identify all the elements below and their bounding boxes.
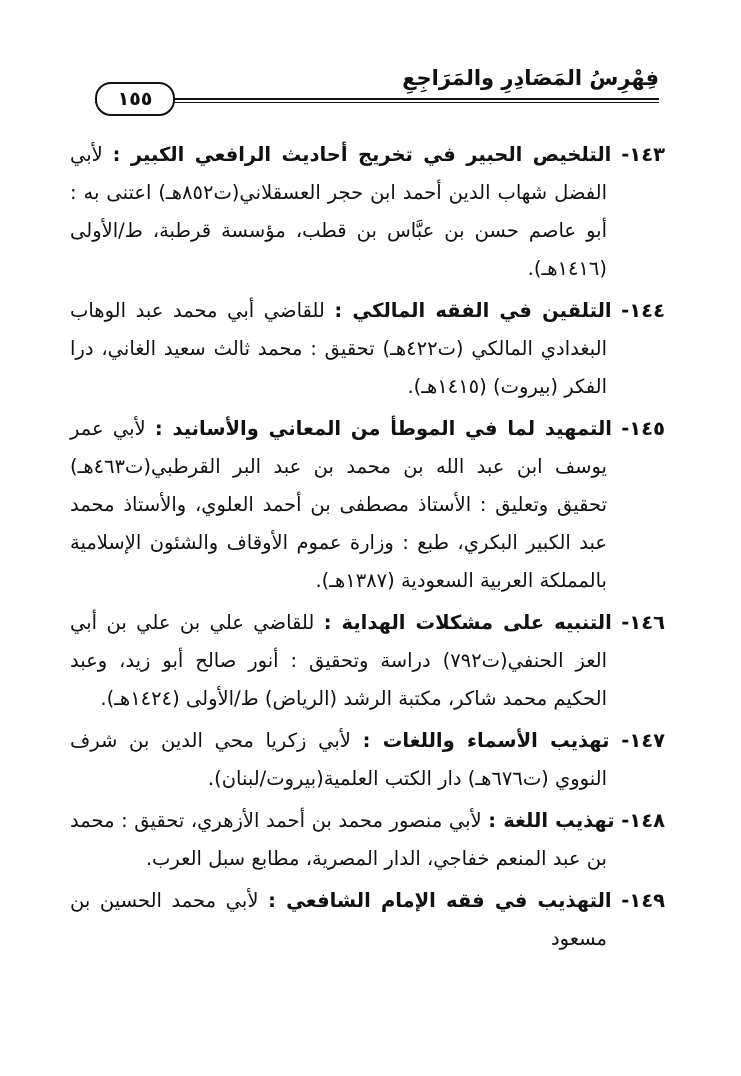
running-header-title: فِهْرِسُ المَصَادِرِ والمَرَاجِعِ xyxy=(402,66,659,90)
entry-title: تهذيب اللغة : xyxy=(488,809,615,832)
bibliography-list xyxy=(70,136,665,962)
bibliography-entry xyxy=(70,802,665,878)
entry-number: ١٤٣- xyxy=(621,143,666,166)
bibliography-entry xyxy=(70,604,665,718)
entry-title: تهذيب الأسماء واللغات : xyxy=(362,729,610,752)
bibliography-entry xyxy=(70,882,665,958)
entry-title: التلخيص الحبير في تخريج أحاديث الرافعي الكبير : xyxy=(112,143,612,166)
entry-body: لأبي الفضل شهاب الدين أحمد ابن حجر العسقلاني(ت٨٥٢هـ) اعتنى به : أبو عاصم حسن بن عبَّاس بن قطب، مؤسسة قرطبة، ط/الأولى (١٤١٦هـ). xyxy=(70,143,607,280)
entry-title: التمهيد لما في الموطأ من المعاني والأسانيد : xyxy=(154,417,612,440)
entry-body: للقاضي علي بن علي بن أبي العز الحنفي(ت٧٩٢) دراسة وتحقيق : أنور صالح أبو زيد، وعبد الحكيم محمد شاكر، مكتبة الرشد (الرياض) ط/الأولى (١٤٢٤هـ). xyxy=(70,611,607,710)
bibliography-entry xyxy=(70,722,665,798)
page-number-badge xyxy=(95,82,175,116)
bibliography-entry xyxy=(70,292,665,406)
header-rule-thin xyxy=(95,102,659,103)
bibliography-entry xyxy=(70,410,665,600)
entry-number: ١٤٩- xyxy=(621,889,666,912)
entry-number: ١٤٦- xyxy=(621,611,666,634)
entry-body: لأبي محمد الحسين بن مسعود xyxy=(70,889,607,950)
entry-title: التهذيب في فقه الإمام الشافعي : xyxy=(268,889,612,912)
page-number: ١٥٥ xyxy=(117,88,153,110)
entry-number: ١٤٤- xyxy=(621,299,665,322)
entry-title: التنبيه على مشكلات الهداية : xyxy=(323,611,612,634)
entry-body: لأبي عمر يوسف ابن عبد الله بن محمد بن عبد البر القرطبي(ت٤٦٣هـ) تحقيق وتعليق : الأستاذ مصطفى بن أحمد العلوي، والأستاذ محمد عبد الكبير البكري، طبع : وزارة عموم الأوقاف والشئون الإسلامية بالمملكة العربية السعودية (١٣٨٧هـ). xyxy=(70,417,607,592)
entry-number: ١٤٧- xyxy=(621,729,666,752)
entry-title: التلقين في الفقه المالكي : xyxy=(334,299,612,322)
entry-body: لأبي زكريا محي الدين بن شرف النووي (ت٦٧٦هـ) دار الكتب العلمية(بيروت/لبنان). xyxy=(70,729,607,790)
entry-number: ١٤٥- xyxy=(621,417,665,440)
entry-number: ١٤٨- xyxy=(621,809,666,832)
entry-body: لأبي منصور محمد بن أحمد الأزهري، تحقيق : محمد بن عبد المنعم خفاجي، الدار المصرية، مطابع سبل العرب. xyxy=(70,809,607,870)
header-rule xyxy=(95,98,659,100)
entry-body: للقاضي أبي محمد عبد الوهاب البغدادي المالكي (ت٤٢٢هـ) تحقيق : محمد ثالث سعيد الغاني، درا الفكر (بيروت) (١٤١٥هـ). xyxy=(70,299,607,398)
bibliography-entry xyxy=(70,136,665,288)
